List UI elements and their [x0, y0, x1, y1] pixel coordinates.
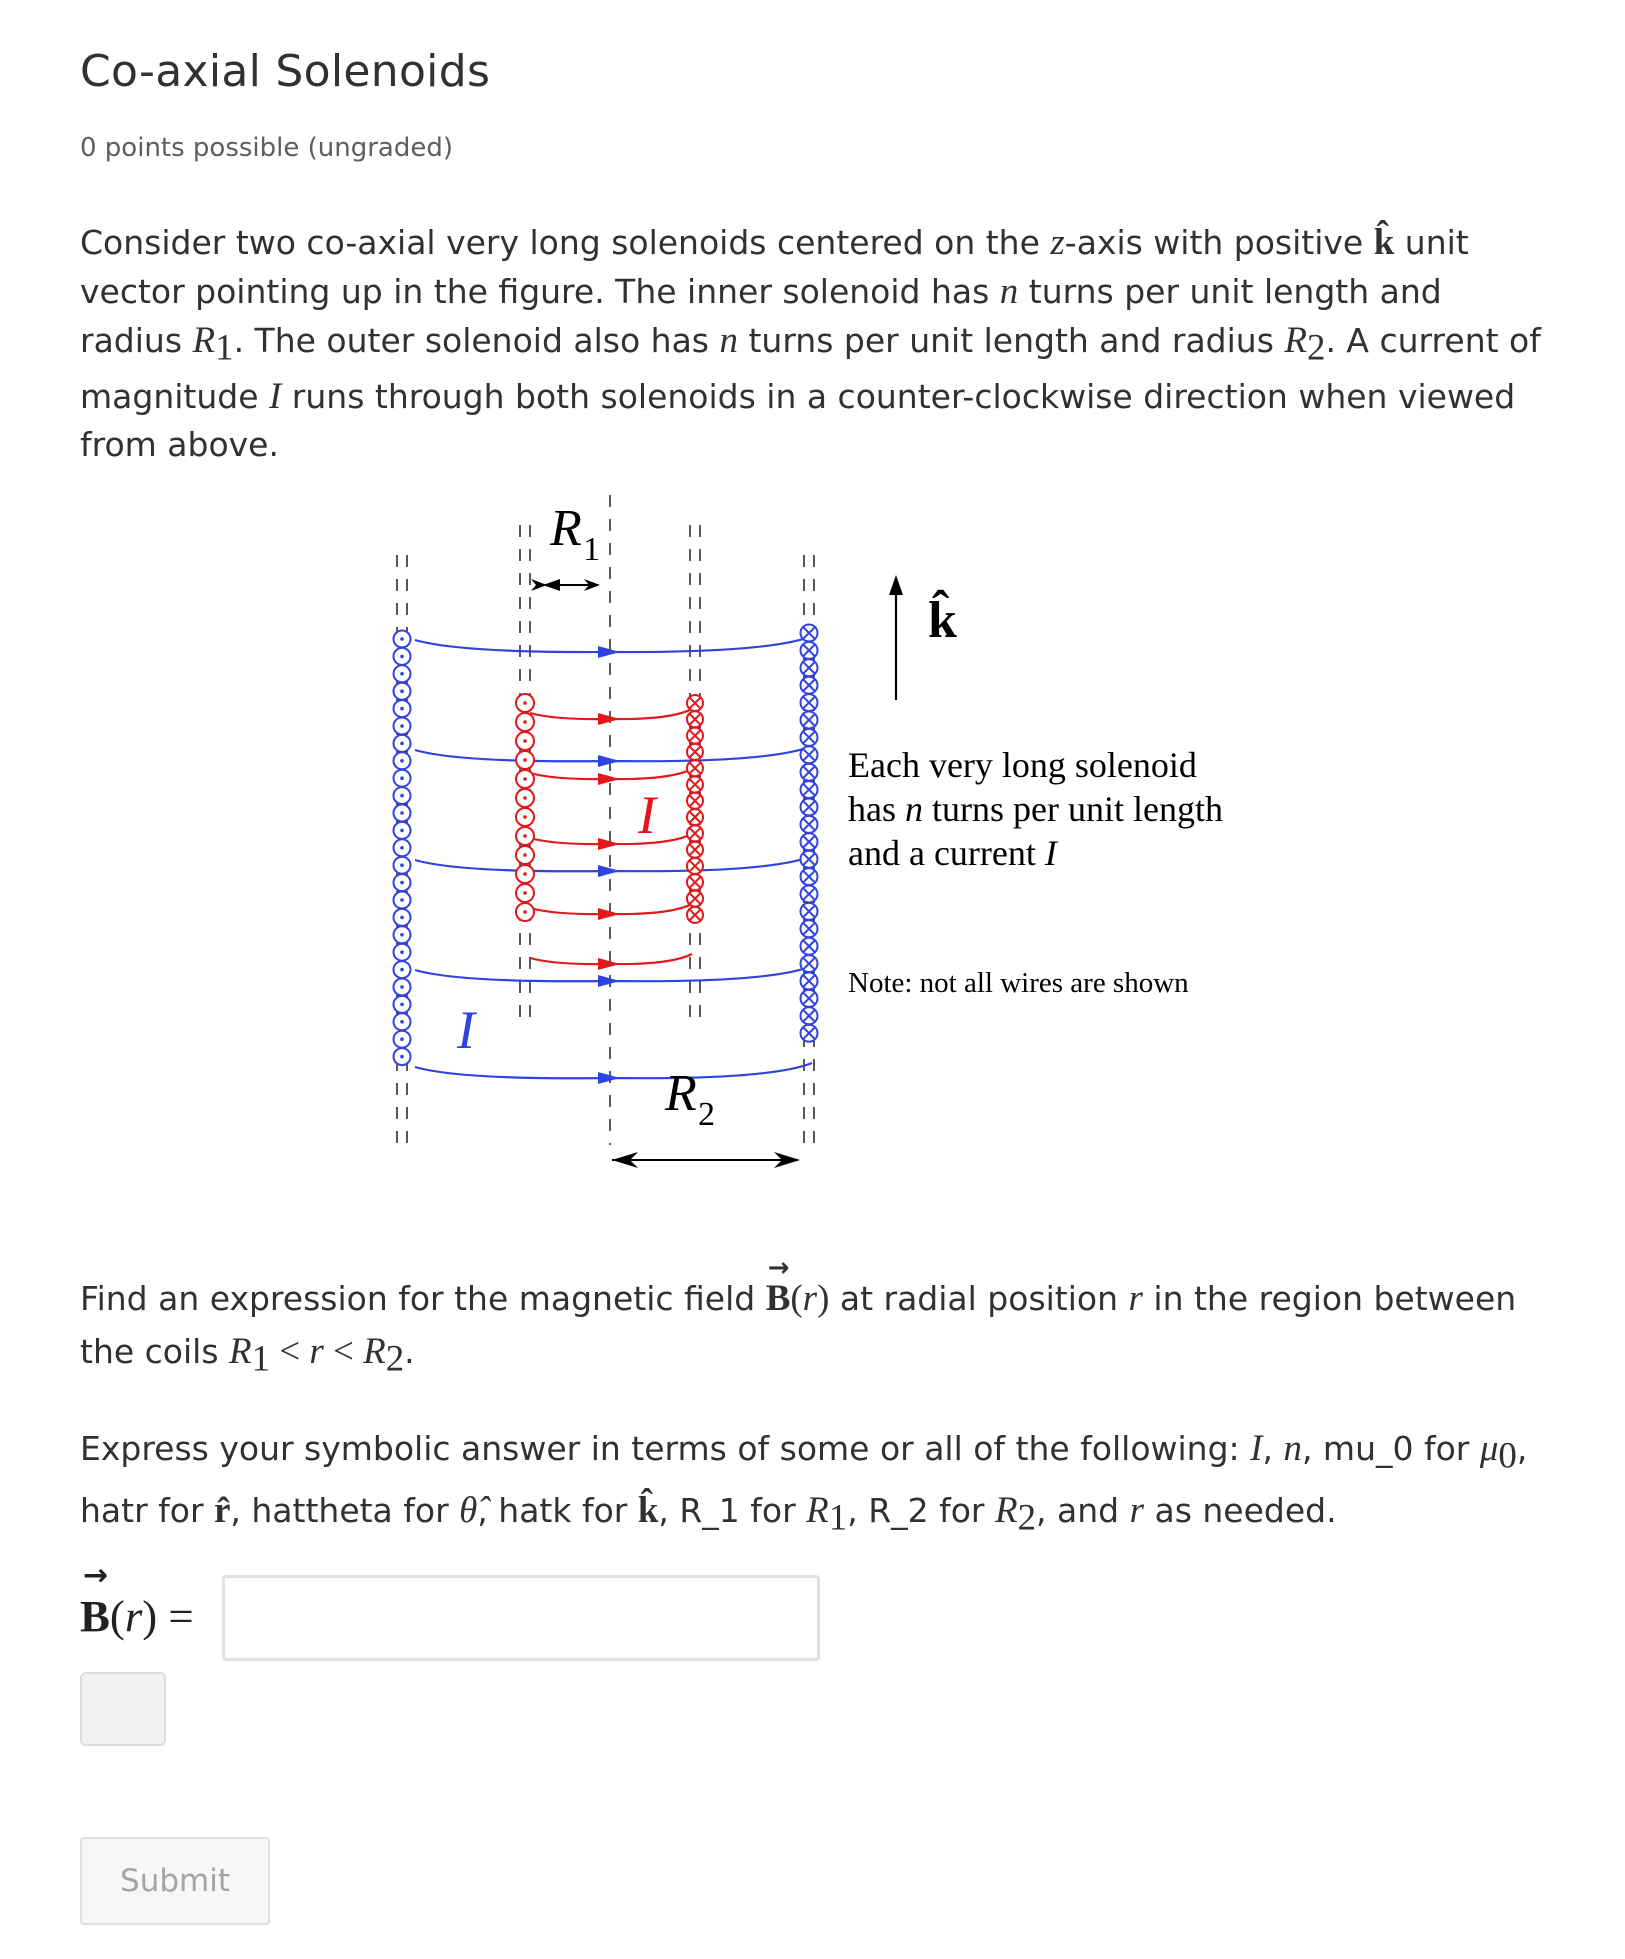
- math-lt: <: [270, 1330, 310, 1371]
- caption-line-2: has n turns per unit length: [848, 789, 1223, 829]
- instructions-text-part: Express your symbolic answer in terms of some or all of the following:: [80, 1429, 1251, 1468]
- instructions-text-part: ,: [1516, 1429, 1528, 1468]
- intro-text: turns per unit length and radius: [737, 321, 1285, 360]
- label-khat: k̂: [928, 592, 957, 649]
- wire-dot-mark: [400, 863, 404, 867]
- wire-dot-mark: [523, 720, 527, 724]
- instructions-text-part: ,: [1262, 1429, 1284, 1468]
- instructions-text-part: as needed.: [1144, 1490, 1337, 1530]
- instructions-text-part: hatr for: [80, 1490, 214, 1530]
- math-r: r: [309, 1330, 324, 1371]
- math-I: I: [269, 374, 282, 416]
- math-R: R: [363, 1330, 386, 1371]
- math-B-vector: [765, 1253, 791, 1325]
- wire-dot-mark: [400, 637, 404, 641]
- wire-dot-mark: [400, 794, 404, 798]
- math-n: n: [999, 270, 1019, 311]
- intro-text: . The outer solenoid also has: [233, 321, 720, 360]
- math-R: R: [229, 1330, 252, 1371]
- math-z: z: [1050, 221, 1065, 262]
- label-R2-sub: 2: [698, 1096, 715, 1133]
- label-R2: R: [665, 1065, 697, 1122]
- wire-dot-mark: [523, 910, 527, 914]
- vector-arrow: →: [83, 1558, 109, 1593]
- math-preview-box: [80, 1672, 166, 1746]
- wire-dot-mark: [523, 853, 527, 857]
- math-n: n: [1283, 1427, 1302, 1468]
- wire-dot-mark: [523, 739, 527, 743]
- label-R1: R: [550, 500, 582, 557]
- wire-dot-mark: [400, 829, 404, 833]
- paren: ): [817, 1277, 830, 1318]
- inner-wires-right-crosses: [687, 695, 703, 923]
- wire-dot-mark: [400, 846, 404, 850]
- math-n: n: [719, 319, 738, 360]
- inner-wires-left-dots: [516, 694, 534, 921]
- figure-note: Note: not all wires are shown: [848, 967, 1189, 999]
- math-rhat: r̂: [214, 1488, 231, 1530]
- wire-dot-mark: [523, 834, 527, 838]
- wire-dot-mark: [400, 655, 404, 659]
- wire-dot-mark: [400, 811, 404, 815]
- math-thetahat: θ̂: [459, 1488, 478, 1530]
- intro-text: unit vector pointing up in the figure. The inner solenoid has: [80, 223, 1469, 311]
- math-sub-1: 1: [251, 1337, 271, 1379]
- math-khat: k̂: [637, 1488, 659, 1530]
- problem-title: Co-axial Solenoids: [80, 46, 491, 97]
- instructions-text-part: , mu_0 for: [1301, 1429, 1480, 1468]
- wire-dot-mark: [400, 1020, 404, 1024]
- math-R: R: [192, 319, 216, 360]
- intro-text: Consider two co-axial very long solenoids centered on the: [80, 223, 1051, 262]
- math-sub-2: 2: [1306, 326, 1326, 368]
- question-text: [80, 1253, 1550, 1385]
- math-sub-1: 1: [215, 326, 234, 368]
- math-sub-0: 0: [1498, 1434, 1517, 1476]
- wire-dot-mark: [400, 1003, 404, 1007]
- wire-dot-mark: [523, 701, 527, 705]
- intro-text: . A current of magnitude: [80, 321, 1541, 416]
- question-text-part: in the region between the coils: [80, 1279, 1517, 1371]
- math-lt: <: [323, 1330, 364, 1371]
- instructions-text-part: , hattheta for: [230, 1490, 460, 1530]
- wire-dot-mark: [400, 707, 404, 711]
- wire-dot-mark: [400, 950, 404, 954]
- math-r: r: [1128, 1277, 1143, 1318]
- wire-dot-mark: [400, 933, 404, 937]
- wire-dot-mark: [400, 1037, 404, 1041]
- R1-arrowhead-left: [543, 579, 560, 591]
- answer-input[interactable]: [222, 1575, 820, 1661]
- wire-dot-mark: [523, 872, 527, 876]
- wire-dot-mark: [523, 891, 527, 895]
- wire-dot-mark: [400, 898, 404, 902]
- math-I: I: [1250, 1427, 1263, 1468]
- submit-button[interactable]: Submit: [80, 1837, 270, 1925]
- wire-dot-mark: [400, 968, 404, 972]
- math-B: B: [80, 1591, 110, 1641]
- wire-dot-mark: [523, 758, 527, 762]
- question-text-part: Find an expression for the magnetic field: [80, 1279, 766, 1318]
- math-R: R: [806, 1488, 829, 1530]
- label-current-outer: I: [457, 1000, 475, 1060]
- math-R: R: [994, 1488, 1018, 1530]
- math-sub-1: 1: [828, 1496, 848, 1538]
- problem-intro: [80, 218, 1550, 469]
- instructions-text-part: , and: [1036, 1490, 1130, 1530]
- intro-text: -axis with positive: [1064, 223, 1374, 262]
- caption-line-3: and a current I: [848, 833, 1057, 873]
- vector-arrow: →: [767, 1253, 790, 1283]
- label-R1-sub: 1: [583, 531, 600, 568]
- intro-text: turns per unit length and radius: [80, 272, 1442, 360]
- solenoid-figure: [380, 485, 1260, 1195]
- wire-dot-mark: [400, 724, 404, 728]
- khat-arrowhead: [889, 575, 903, 595]
- math-B: B: [765, 1277, 791, 1318]
- points-possible: 0 points possible (ungraded): [80, 133, 454, 163]
- math-r: r: [1129, 1488, 1144, 1530]
- equals-sign: =: [157, 1591, 194, 1641]
- label-current-inner: I: [638, 785, 656, 845]
- wire-dot-mark: [400, 1055, 404, 1059]
- inner-field-arrows: [598, 713, 620, 970]
- instructions-text-part: , R_1 for: [658, 1490, 807, 1530]
- outer-wires-left-dots: [394, 631, 411, 1066]
- question-text-part: at radial position: [829, 1279, 1129, 1318]
- paren: (: [109, 1591, 125, 1641]
- instructions-text-part: , R_2 for: [847, 1490, 995, 1530]
- wire-dot-mark: [400, 689, 404, 693]
- wire-dot-mark: [400, 759, 404, 763]
- answer-label: [80, 1558, 194, 1642]
- intro-text: runs through both solenoids in a counter-clockwise direction when viewed from above.: [80, 376, 1516, 464]
- math-sub-2: 2: [385, 1337, 405, 1379]
- math-r: r: [124, 1591, 143, 1641]
- math-B-vector: [80, 1558, 110, 1642]
- paren: ): [142, 1591, 158, 1641]
- outer-wires-right-crosses: [801, 625, 818, 1042]
- wire-dot-mark: [400, 742, 404, 746]
- outer-field-arrows: [598, 646, 620, 1084]
- question-text-part: .: [404, 1332, 415, 1371]
- wire-dot-mark: [400, 672, 404, 676]
- paren: (: [790, 1277, 803, 1318]
- caption-line-1: Each very long solenoid: [848, 745, 1197, 785]
- wire-dot-mark: [523, 777, 527, 781]
- math-khat: k̂: [1373, 221, 1395, 262]
- wire-dot-mark: [523, 796, 527, 800]
- math-mu: μ: [1479, 1427, 1499, 1468]
- instructions-text: [80, 1421, 1550, 1544]
- math-sub-2: 2: [1017, 1496, 1037, 1538]
- wire-dot-mark: [400, 916, 404, 920]
- wire-dot-mark: [400, 985, 404, 989]
- math-r: r: [802, 1277, 818, 1318]
- wire-dot-mark: [523, 815, 527, 819]
- wire-dot-mark: [400, 881, 404, 885]
- wire-dot-mark: [400, 776, 404, 780]
- inner-solenoid-field-lines: [530, 709, 692, 964]
- instructions-text-part: , hatk for: [477, 1490, 638, 1530]
- math-R: R: [1284, 319, 1307, 360]
